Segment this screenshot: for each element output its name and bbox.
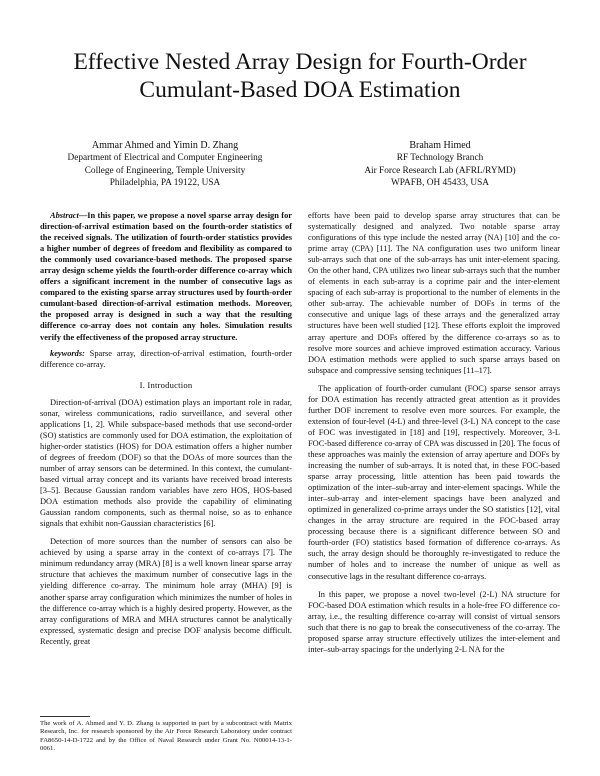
paper-title (40, 48, 560, 104)
keywords (40, 348, 292, 370)
author-lab-right: Air Force Research Lab (AFRL/RYMD) (364, 165, 516, 176)
keywords-label: keywords: (50, 348, 85, 358)
right-paragraph-3: In this paper, we propose a novel two-level (2-L) NA structure for FOC-based DOA estimation which results in a hole-free FO difference co-array, i.e., the resulting difference co-array will consist of virtual sensors such that there is no gap to break the consecutiveness of the co-array. The proposed sparse array structure effectively utilizes the inter-element and inter–sub-array spacings for the underlying 2-L NA for the (308, 589, 560, 654)
section-heading: I. Introduction (139, 379, 193, 390)
author-college-left: College of Engineering, Temple University (84, 165, 246, 176)
footnote: The work of A. Ahmed and Y. D. Zhang is supported in part by a subcontract with Matrix Research, Inc. for research sponsored by the Air Force Research Laboratory under contract FA8650-14-D-1722 and by the Office of Naval Research under Grant No. N00014-13-1-0061. (40, 720, 292, 753)
author-block-right (330, 140, 550, 190)
keywords-text: Sparse array, direction-of-arrival estimation, fourth-order difference co-array. (40, 348, 292, 369)
title-line-1: Effective Nested Array Design for Fourth-Order (73, 49, 527, 75)
footnote-rule (40, 716, 90, 717)
author-names-right: Braham Himed (409, 140, 471, 151)
intro-paragraph-2: Detection of more sources than the number of sensors can also be achieved by using a sparse array in the context of co-arrays [7]. The minimum redundancy array (MRA) [8] is a well known linear sparse array structure that achieves the maximum number of consecutive lags in the yielding difference co-array. The minimum hole array (MHA) [9] is another sparse array configuration which minimizes the number of holes in the difference co-array which is a highly desired property. However, as the array configurations of MRA and MHA structures cannot be analytically expressed, systematic design and precise DOF analysis become difficult. Recently, great (40, 537, 292, 646)
author-names-left: Ammar Ahmed and Yimin D. Zhang (91, 140, 239, 151)
right-paragraph-1: efforts have been paid to develop sparse array structures that can be systematically designed and analyzed. Two notable sparse array configurations of this type include the nested array (NA) [10] and the co-prime array (CPA) [11]. The NA configuration uses two uniform linear sub-arrays such that one of the sub-arrays has unit inter-element spacing. On the other hand, CPA utilizes two linear sub-arrays such that the number of elements in each sub-array is a coprime pair and the inter-element spacing of each sub-array is proportional to the number of elements in the other sub-array. The achievable number of DOFs in terms of the consecutive and unique lags of these arrays and the generalized array structures have been well studied [12]. These efforts exploit the improved array aperture and DOFs offered by the difference co-arrays so as to resolve more sources and achieve improved estimation accuracy. Various DOA estimation methods were applied to such sparse arrays based on subspace and compressive sensing techniques [11–17]. (308, 211, 560, 375)
abstract-text: —In this paper, we propose a novel sparse array design for direction-of-arrival estimation based on the fourth-order statistics of the received signals. The utilization of fourth-order statistics provides a higher number of degrees of freedom and flexibility as compared to the commonly used covariance-based methods. The proposed sparse array design scheme yields the fourth-order difference co-array which offers a significant increment in the number of consecutive lags as compared to the existing sparse array structures used by fourth-order cumulant-based direction-of-arrival estimation methods. Moreover, the proposed array is designed in such a way that the resulting difference co-array does not contain any holes. Simulation results verify the effectiveness of the proposed array structure. (40, 211, 292, 342)
left-column (40, 210, 292, 647)
author-city-left: Philadelphia, PA 19122, USA (109, 178, 221, 189)
right-column (308, 210, 560, 655)
right-paragraph-2: The application of fourth-order cumulant (FOC) sparse sensor arrays for DOA estimation has recently attracted great attention as it provides further DOF increment to resolve even more sources. For example, the extension of four-level (4-L) and three-level (3-L) NA concept to the case of FOC was investigated in [18] and [19], respectively. Moreover, 3-L FOC-based difference co-array of CPA was discussed in [20]. The focus of these approaches was mainly the extension of array aperture and DOFs by increasing the number of sub-arrays. It is noted that, in these FOC-based sparse array processing, little attention has been paid towards the optimization of the inter–sub-array and inter-element spacings. While the inter–sub-array and inter-element spacings have been analyzed and optimized in generalized co-prime arrays under the SO statistics [12], vital changes in the array structure are required in the FOC-based array processing because there is a significant difference between SO and fourth-order (FO) statistics based formation of difference co-arrays. As such, the array design should be thoroughly re-investigated to reduce the number of holes and to increase the number of unique as well as consecutive lags in the resultant difference co-arrays. (308, 383, 560, 581)
author-dept-right: RF Technology Branch (396, 153, 484, 164)
author-block-left (60, 140, 270, 190)
title-line-2: Cumulant-Based DOA Estimation (139, 77, 461, 103)
author-city-right: WPAFB, OH 45433, USA (390, 178, 490, 189)
intro-paragraph-1: Direction-of-arrival (DOA) estimation plays an important role in radar, sonar, wireless communications, radio surveillance, and several other applications [1, 2]. While subspace-based methods that use second-order (SO) statistics are commonly used for DOA estimation, the exploitation of higher-order statistics (HOS) for DOA estimation offers a higher number of degrees of freedom (DOF) so that the DOAs of more sources than the number of array sensors can be determined. In this context, the cumulant-based virtual array concept and its variants have received broad interests [3–5]. Because Gaussian random variables have zero HOS, HOS-based DOA estimation methods also provide the capability of eliminating Gaussian random components, such as thermal noise, so as to enhance signals that exhibit non-Gaussian characteristics [6]. (40, 397, 292, 529)
author-dept-left: Department of Electrical and Computer Engineering (67, 153, 263, 164)
abstract (40, 210, 292, 343)
abstract-label: Abstract (50, 211, 79, 220)
